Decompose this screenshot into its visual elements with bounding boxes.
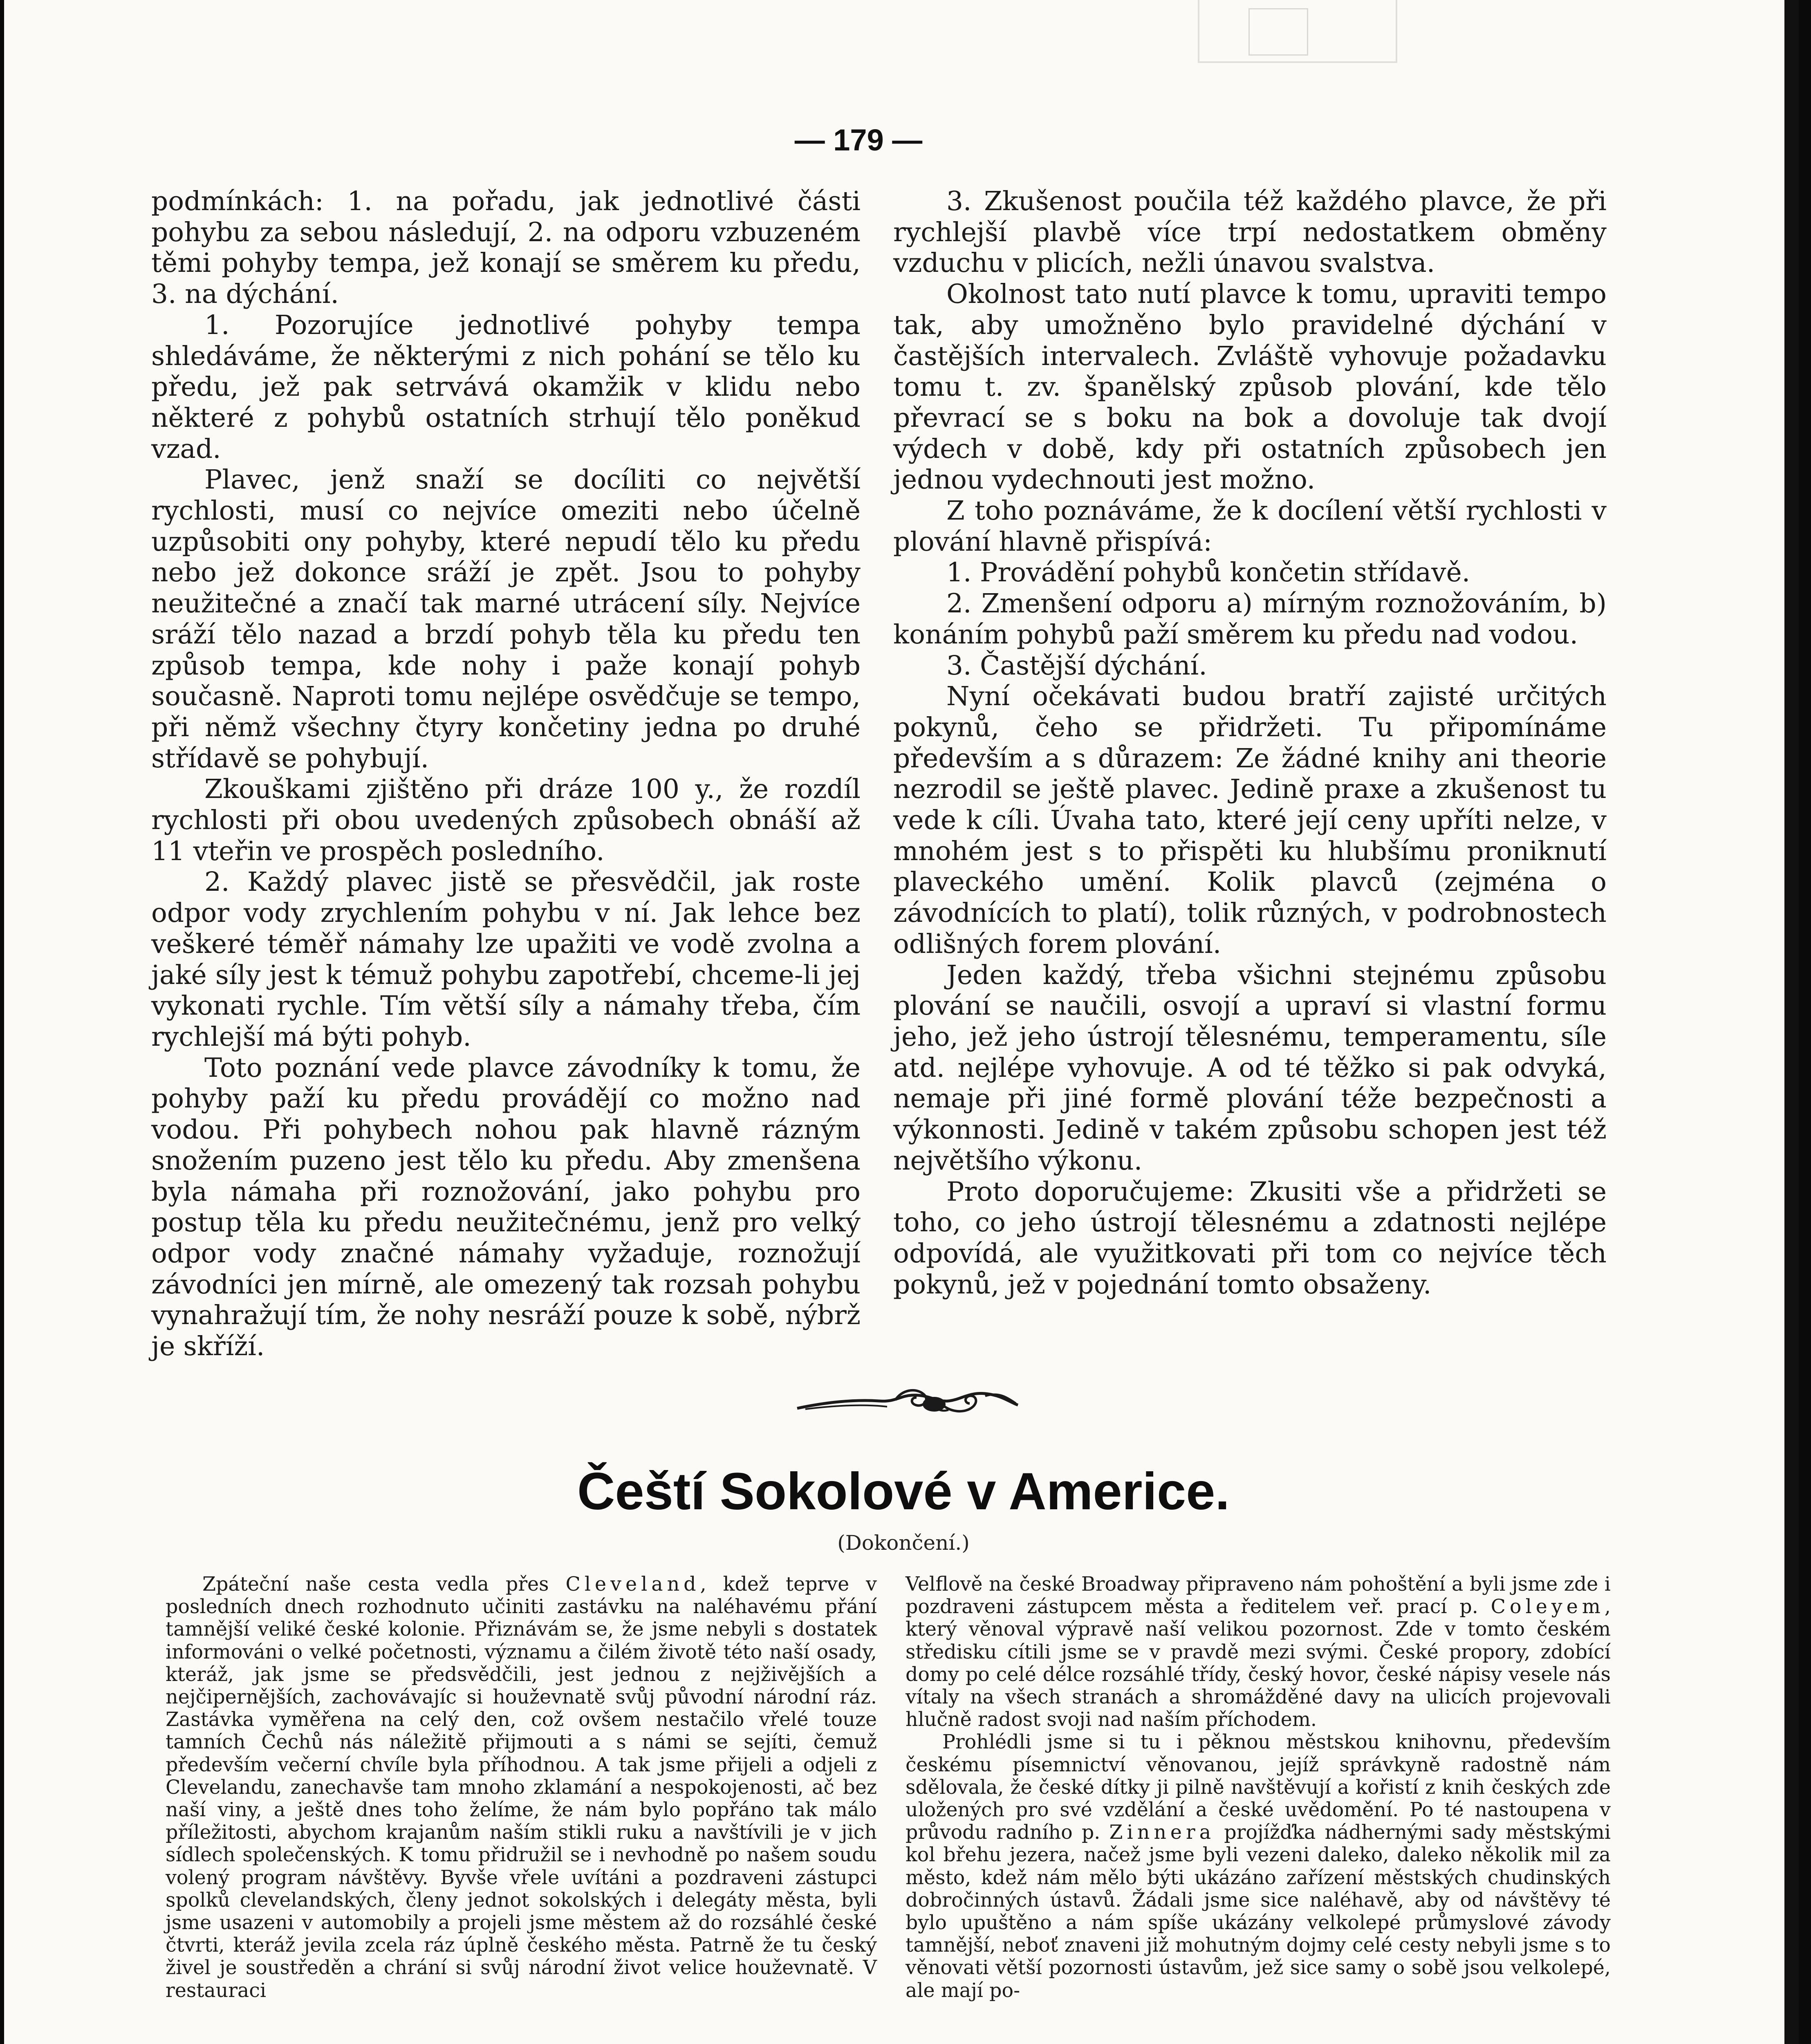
ornament-divider-icon: [793, 1380, 1022, 1429]
paragraph: Okolnost tato nutí plavce k tomu, upraviti tempo tak, aby umožněno bylo pravidelné dýchání v častějších intervalech. Zvláště vyhovuje požadavku tomu t. zv. španělský způsob plování, kde tělo převrací se s boku na bok a dovoluje tak dvojí výdech v době, kdy při ostatních způsobech jen jednou vydechnouti jest možno.: [893, 279, 1607, 495]
library-stamp-mark: [1198, 0, 1397, 63]
city-name: Cleveland: [565, 1573, 700, 1596]
paragraph: podmínkách: 1. na pořadu, jak jednotlivé části pohybu za sebou následují, 2. na odporu vzbuzeném těmi pohyby tempa, jež konají se směrem ku předu, 3. na dýchání.: [151, 186, 861, 310]
column-top-left: [151, 186, 861, 1362]
paragraph: 2. Každý plavec jistě se přesvědčil, jak roste odpor vody zrychlením pohybu v ní. Jak lehce bez veškeré téměř námahy lze upažiti ve vodě zvolna a jaké síly jest k témuž pohybu zapotřebí, chceme-li jej vykonati rychle. Tím větší síly a námahy třeba, čím rychlejší má býti pohyb.: [151, 867, 861, 1052]
text-run: Prohlédli jsme si tu i pěknou městskou knihovnu, především českému písemnictví věnovanou, jejíž správkyně radostně nám sdělovala, že české dítky ji pilně navštěvují a kořistí z knih českých zde uložených pro své vzdělání a české uvědomění. Po té nastoupena v průvodu radního p.: [906, 1731, 1611, 1844]
list-item: 1. Provádění pohybů končetin střídavě.: [946, 557, 1470, 588]
paragraph: Z toho poznáváme, že k docílení větší rychlosti v plování hlavně přispívá:: [893, 495, 1607, 557]
column-top-right: [893, 186, 1607, 1300]
scan-border: [1784, 0, 1799, 2044]
paragraph: Nyní očekávati budou bratří zajisté určitých pokynů, čeho se přidržeti. Tu připomínáme především a s důrazem: Ze žádné knihy ani theorie nezrodil se ještě plavec. Jedině praxe a zkušenost tu vede k cíli. Úvaha tato, které její ceny upříti nelze, v mnohém jest s to přispěti ku hlubšímu proniknutí plaveckého umění. Kolik plavců (zejména o závodnících to platí), tolik různých, v podrobnostech odlišných forem plování.: [893, 681, 1607, 959]
paragraph: 3. Zkušenost poučila též každého plavce, že při rychlejší plavbě více trpí nedostatkem obměny vzduchu v plicích, nežli únavou svalstva.: [893, 186, 1607, 279]
paragraph: Toto poznání vede plavce závodníky k tomu, že pohyby paží ku předu provádějí co možno nad vodou. Při pohybech nohou pak hlavně rázným snožením puzeno jest tělo ku předu. Aby zmenšena byla námaha při roznožování, jako pohybu pro postup těla ku předu neužitečnému, jenž pro velký odpor vody značné námahy vyžaduje, roznožují závodníci jen mírně, ale omezený tak rozsah pohybu vynahražují tím, že nohy nesráží pouze k sobě, nýbrž je skříží.: [151, 1052, 861, 1362]
paragraph: [166, 1573, 877, 2002]
article-subtitle: (Dokončení.): [837, 1531, 970, 1555]
text-run: Velflově na české Broadway připraveno nám pohoštění a byli jsme zde i pozdraveni zástupcem města a ředitelem veř. prací p.: [906, 1573, 1611, 1618]
text-run: projížďka nádhernými sady městskými kol břehu jezera, načež jsme byli vezeni daleko, daleko několik mil za město, kdež nám mělo býti ukázáno zařízení městských chudinských dobročinných ústavů. Žádali jsme sice naléhavě, aby od návštěvy té bylo upuštěno a nám spíše ukázány velkolepé průmyslové závody tamnější, neboť znaveni již mohutným dojmy celé cesty nebyli jsme s to věnovati větší pozornosti ústavům, jež sice samy o sobě jsou velkolepé, ale mají po-: [906, 1821, 1611, 2002]
person-name: Coleyem: [1490, 1596, 1605, 1618]
person-name: Zinnera: [1109, 1821, 1215, 1844]
paragraph: [906, 1573, 1611, 1731]
paragraph: Jeden každý, třeba všichni stejnému způsobu plování se naučili, osvojí a upraví si vlastní formu jeho, jež jeho ústrojí tělesnému, temperamentu, síle atd. nejlépe vyhovuje. A od té těžko si pak odvyká, nemaje při jiné formě plování téže bezpečnosti a výkonnosti. Jedině v takém způsobu schopen jest též největšího výkonu.: [893, 959, 1607, 1176]
text-run: , který věnoval výpravě naší velikou pozornost. Zde v tomto českém středisku cítili jsme se v pravdě mezi svými. České propory, zdobící domy po celé délce rozsáhlé třídy, český hovor, české nápisy vesele nás vítaly na všech stranách a shromážděné davy na ulicích projevovali hlučně radost svoji nad naším příchodem.: [906, 1596, 1611, 1731]
list-item: 2. Zmenšení odporu a) mírným roznožováním, b) konáním pohybů paží směrem ku předu nad vodou.: [893, 588, 1607, 650]
text-run: , kdež teprve v posledních dnech rozhodnuto učiniti zastávku na naléhavému přání tamnější veliké české kolonie. Přiznávám se, že jsme nebyli s dostatek informováni o velké početnosti, významu a čilém životě této naší osady, kteráž, jak jsme se předsvědčili, jest jednou z nejživějších a nejčipernějších, zachovávajíc si houževnatě svůj původní národní ráz. Zastávka vyměřena na celý den, což ovšem nestačilo vřelé touze tamních Čechů nás náležitě přijmouti a s námi se sejíti, čemuž především večerní chvíle byla příhodnou. A tak jsme přijeli a odjeli z Clevelandu, zanechavše tam mnoho zklamání a nespokojenosti, ač bez naší viny, a ještě dnes toho želíme, že nám bylo popřáno tak málo příležitosti, abychom krajanům naším stikli ruku a navštívili je v jich sídlech společenských. K tomu přidružil se i nevhodně po našem soudu volený program návštěvy. Byvše vřele uvítáni a pozdraveni zástupci spolků clevelandských, členy jednot sokolských i delegáty města, byli jsme usazeni v automobily a projeli jsme městem až do rozsáhlé české čtvrti, kteráž jevila zcela ráz úplně českého města. Patrně že tu český živel je soustředěn a chrání si svůj národní život velice houževnatě. V restauraci: [166, 1573, 877, 2002]
paragraph: Plavec, jenž snaží se docíliti co největší rychlosti, musí co nejvíce omeziti nebo účelně uzpůsobiti ony pohyby, které nepudí tělo ku předu nebo jež dokonce sráží je zpět. Jsou to pohyby neužitečné a značí tak marné utrácení síly. Nejvíce sráží tělo nazad a brzdí pohyb těla ku předu ten způsob tempa, kde nohy i paže konají pohyb současně. Naproti tomu nejlépe osvědčuje se tempo, při němž všechny čtyry končetiny jedna po druhé střídavě se pohybují.: [151, 464, 861, 774]
scanned-page: [4, 0, 1799, 2044]
column-bottom-right: [906, 1573, 1611, 2002]
paragraph: Zkouškami zjištěno při dráze 100 y., že rozdíl rychlosti při obou uvedených způsobech obnáší až 11 vteřin ve prospěch posledního.: [151, 774, 861, 867]
text-run: Zpáteční naše cesta vedla přes: [202, 1573, 566, 1596]
page-number: — 179 —: [794, 123, 923, 157]
article-title: Čeští Sokolové v Americe.: [577, 1462, 1230, 1521]
paragraph: [906, 1731, 1611, 2001]
column-bottom-left: [166, 1573, 877, 2002]
paragraph: Proto doporučujeme: Zkusiti vše a přidržeti se toho, co jeho ústrojí tělesnému a zdatnosti nejlépe odpovídá, ale využitkovati při tom co nejvíce těch pokynů, jež v pojednání tomto obsaženy.: [893, 1176, 1607, 1300]
paragraph: 1. Pozorujíce jednotlivé pohyby tempa shledáváme, že některými z nich pohání se tělo ku předu, jež pak setrvává okamžik v klidu nebo některé z pohybů ostatních strhují tělo poněkud vzad.: [151, 309, 861, 464]
list-item: 3. Častější dýchání.: [946, 650, 1207, 681]
